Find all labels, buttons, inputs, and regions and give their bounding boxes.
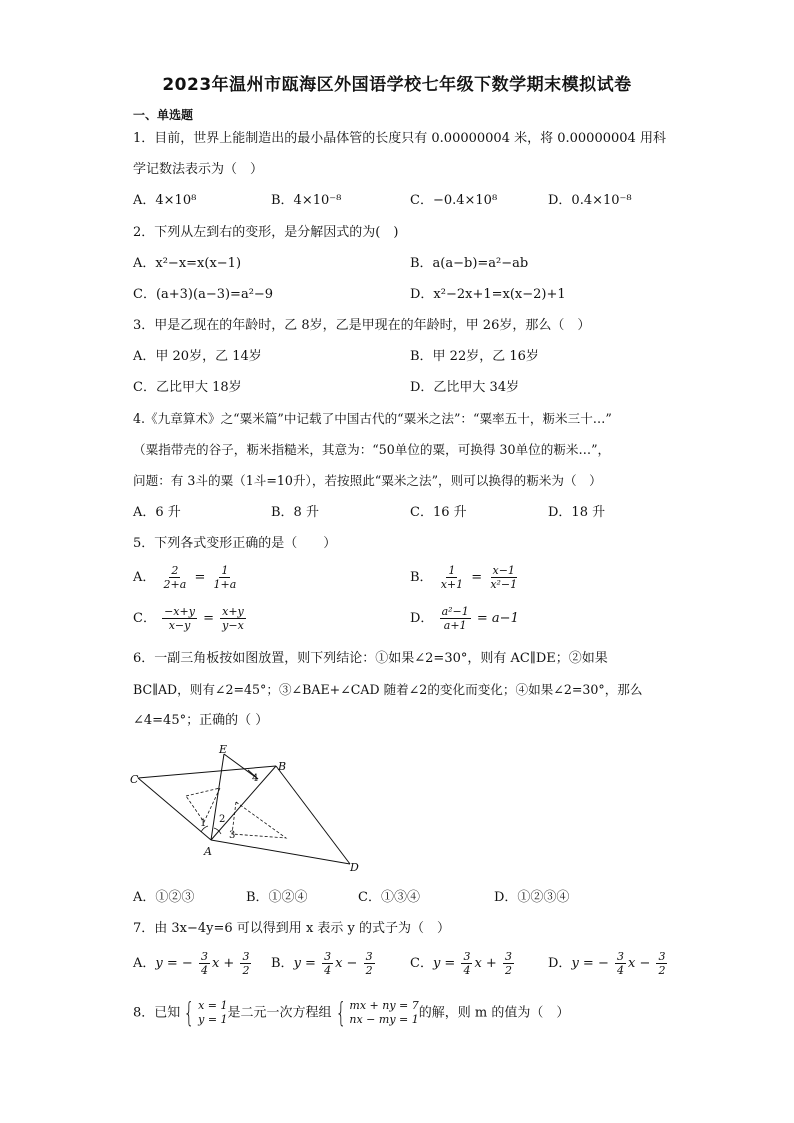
q4-option-b: B．8 升 <box>271 505 319 520</box>
q3-stem: 3．甲是乙现在的年龄时，乙 8岁，乙是甲现在的年龄时，甲 26岁，那么（ ） <box>133 318 591 333</box>
denominator: 4 <box>616 964 624 977</box>
q5-d-label: D． <box>410 611 434 626</box>
fraction <box>162 605 197 632</box>
q2-stem: 2．下列从左到右的变形，是分解因式的为( ) <box>133 225 399 240</box>
denominator: 2 <box>658 964 666 977</box>
q1-option-d: D．0.4×10⁻⁸ <box>548 193 632 208</box>
fraction <box>503 950 514 977</box>
denominator: x²−1 <box>490 578 518 591</box>
numerator: −x+y <box>164 605 195 618</box>
q7-a-label: A． <box>133 956 156 971</box>
denominator: 2 <box>504 964 512 977</box>
q7-option-b <box>271 950 377 977</box>
system-row: y = 1 <box>198 1013 228 1026</box>
q6-option-c: C．①③④ <box>358 890 420 905</box>
q3-option-c: C．乙比甲大 18岁 <box>133 380 242 395</box>
q2-option-a: A．x²−x=x(x−1) <box>133 256 242 271</box>
q5-option-a <box>133 564 240 591</box>
label-a: A <box>204 845 212 858</box>
numerator: 1 <box>221 564 229 577</box>
q7-option-d <box>548 950 669 977</box>
fraction <box>461 950 472 977</box>
denominator: 2 <box>242 964 250 977</box>
q7-c-label: C． <box>410 956 433 971</box>
numerator: 3 <box>365 950 373 963</box>
q4-stem-line1: 4.《九章算术》之“粟米篇”中记载了中国古代的“粟米之法”：“粟率五十，粝米三十…” <box>133 411 612 426</box>
angle-label-2: 2 <box>219 814 226 825</box>
q1-option-b: B．4×10⁻⁸ <box>271 193 342 208</box>
expr-middle: x − <box>335 956 358 971</box>
q7-b-label: B． <box>271 956 294 971</box>
numerator: a²−1 <box>441 605 469 618</box>
fraction <box>364 950 375 977</box>
numerator: x−1 <box>492 564 515 577</box>
q6-option-d: D．①②③④ <box>494 890 570 905</box>
q7-option-c <box>410 950 516 977</box>
expr-prefix: y = <box>432 956 456 971</box>
q6-stem-line2: BC∥AD，则有∠2=45°；③∠BAE+∠CAD 随着∠2的变化而变化；④如果∠2=30°，那么 <box>133 682 643 697</box>
denominator: a+1 <box>443 619 467 632</box>
line-ca <box>138 778 211 840</box>
angle-label-1: 1 <box>200 818 207 829</box>
q1-stem-line1: 1．目前，世界上能制造出的最小晶体管的长度只有 0.00000004 米，将 0.00000004 用科 <box>133 131 666 146</box>
expr-middle: x + <box>211 956 235 971</box>
left-brace: { <box>335 996 346 1029</box>
denominator: 4 <box>463 964 471 977</box>
q8-prefix: 8．已知 <box>133 1005 181 1021</box>
system-row: mx + ny = 7 <box>349 999 419 1012</box>
denominator: 4 <box>324 964 332 977</box>
q4-option-a: A．6 升 <box>133 505 181 520</box>
expr-prefix: y = <box>293 956 316 971</box>
numerator: 3 <box>504 950 512 963</box>
fraction <box>439 564 465 591</box>
fraction <box>488 564 519 591</box>
q6-option-a: A．①②③ <box>133 890 195 905</box>
q3-option-a: A．甲 20岁，乙 14岁 <box>133 349 262 364</box>
q3-option-b: B．甲 22岁，乙 16岁 <box>410 349 539 364</box>
denominator: x+1 <box>440 578 464 591</box>
fraction <box>656 950 667 977</box>
numerator: x+y <box>222 605 244 618</box>
system-row: x = 1 <box>198 999 228 1012</box>
q8-suffix: 的解，则 m 的值为（ ） <box>418 1005 570 1021</box>
system-rows <box>349 999 418 1027</box>
q5-stem: 5．下列各式变形正确的是（ ） <box>133 536 337 551</box>
q5-b-label: B． <box>410 570 433 585</box>
expr-prefix: y = − <box>155 956 193 971</box>
section-heading: 一、单选题 <box>133 108 194 122</box>
q6-stem-line1: 6．一副三角板按如图放置，则下列结论：①如果∠2=30°，则有 AC∥DE；②如果 <box>133 651 608 666</box>
q8-stem <box>133 996 570 1029</box>
q3-option-d: D．乙比甲大 34岁 <box>410 380 520 395</box>
q1-option-a: A．4×10⁸ <box>133 193 197 208</box>
q6-stem-line3: ∠4=45°；正确的（ ） <box>133 713 269 728</box>
line-bd <box>276 766 350 864</box>
q5-option-c <box>133 605 248 632</box>
q7-d-label: D． <box>548 956 572 971</box>
q1-option-c: C．−0.4×10⁸ <box>410 193 498 208</box>
label-b: B <box>278 760 287 773</box>
page-title: 2023年温州市瓯海区外国语学校七年级下数学期末模拟试卷 <box>162 75 632 95</box>
equals-expression: = a−1 <box>476 611 519 626</box>
equals-sign: = <box>471 570 483 585</box>
numerator: 3 <box>616 950 624 963</box>
numerator: 3 <box>658 950 666 963</box>
left-brace: { <box>183 996 195 1029</box>
equals-sign: = <box>194 570 206 585</box>
system-row: nx − my = 1 <box>349 1013 419 1026</box>
angle-label-3: 3 <box>229 830 236 841</box>
q8-middle: 是二元一次方程组 <box>227 1005 332 1021</box>
fraction <box>199 950 210 977</box>
q2-option-b: B．a(a−b)=a²−ab <box>410 256 529 271</box>
q2-option-c: C．(a+3)(a−3)=a²−9 <box>133 287 274 302</box>
expr-middle: x + <box>474 956 497 971</box>
denominator: 1+a <box>213 578 237 591</box>
numerator: 2 <box>171 564 179 577</box>
equals-sign: = <box>203 611 214 626</box>
numerator: 3 <box>200 950 208 963</box>
q5-c-label: C． <box>133 611 156 626</box>
solution-system <box>180 996 228 1029</box>
q5-option-b <box>410 564 521 591</box>
line-ad <box>211 840 350 864</box>
q7-option-a <box>133 950 253 977</box>
q4-option-d: D．18 升 <box>548 505 606 520</box>
label-e: E <box>219 743 228 756</box>
expr-middle: x − <box>627 956 651 971</box>
denominator: x−y <box>168 619 191 632</box>
denominator: 2+a <box>163 578 187 591</box>
triangle-set-figure <box>128 742 368 877</box>
q6-option-b: B．①②④ <box>246 890 308 905</box>
denominator: 2 <box>365 964 373 977</box>
expr-prefix: y = − <box>571 956 609 971</box>
fraction <box>440 605 471 632</box>
q1-stem-line2: 学记数法表示为（ ） <box>133 162 264 177</box>
fraction <box>162 564 189 591</box>
denominator: 4 <box>200 964 208 977</box>
q5-option-d <box>410 605 519 632</box>
label-d: D <box>350 861 359 874</box>
label-c: C <box>130 773 139 786</box>
numerator: 3 <box>324 950 332 963</box>
fraction <box>322 950 333 977</box>
numerator: 3 <box>242 950 250 963</box>
q4-option-c: C．16 升 <box>410 505 467 520</box>
q2-option-d: D．x²−2x+1=x(x−2)+1 <box>410 287 566 302</box>
fraction <box>240 950 251 977</box>
q5-a-label: A． <box>133 570 156 585</box>
q4-stem-line2: （粟指带壳的谷子，粝米指糙米，其意为：“50单位的粟，可换得 30单位的粝米…”， <box>133 442 611 457</box>
numerator: 3 <box>463 950 471 963</box>
equation-system <box>332 996 419 1029</box>
fraction <box>220 605 246 632</box>
q7-stem: 7．由 3x−4y=6 可以得到用 x 表示 y 的式子为（ ） <box>133 921 451 936</box>
denominator: y−x <box>222 619 244 632</box>
q4-stem-line3: 问题：有 3斗的粟（1斗=10升），若按照此“粟米之法”，则可以换得的粝米为（ ） <box>133 473 602 488</box>
numerator: 1 <box>448 564 456 577</box>
system-rows <box>198 999 227 1027</box>
fraction <box>615 950 626 977</box>
fraction <box>212 564 239 591</box>
angle-label-4: 4 <box>252 773 259 784</box>
